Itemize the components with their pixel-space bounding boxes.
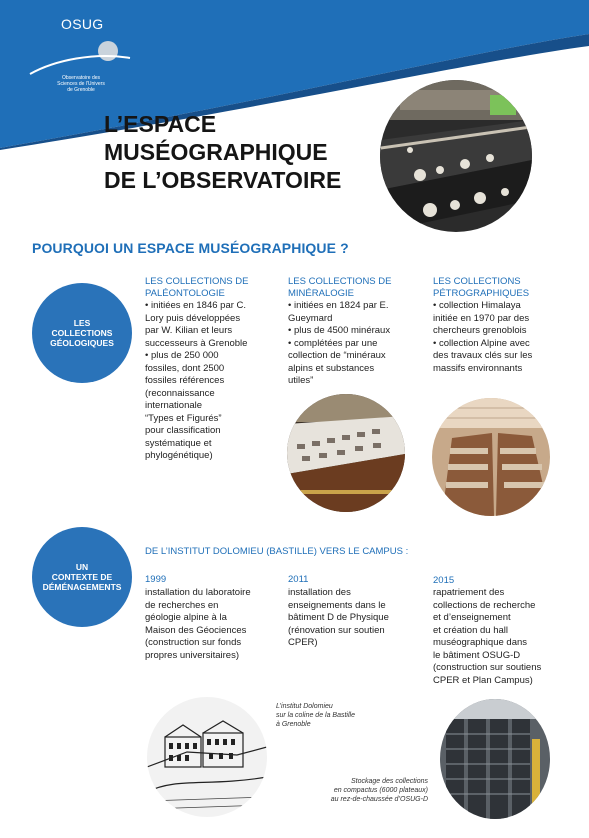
section-heading-why: POURQUOI UN ESPACE MUSÉOGRAPHIQUE ? <box>32 240 349 256</box>
logo-subtitle: Observatoire des Sciences de l'Univers de Grenoble <box>57 75 105 93</box>
timeline-year-2011: 2011 <box>288 574 309 585</box>
compactus-storage-photo <box>440 699 550 819</box>
section-heading-move: DE L’INSTITUT DOLOMIEU (BASTILLE) VERS LE CAMPUS : <box>145 546 409 557</box>
timeline-body-2015: rapatriement des collections de recherche et d’enseignement et création du hall muséographique dans le bâtiment OSUG-D (construction sur soutiens CPER et Plan Campus) <box>433 587 542 686</box>
timeline-year-2015: 2015 <box>433 575 455 586</box>
column-body-paleontology: • initiées en 1846 par C. Lory puis développées par W. Kilian et leurs successeurs à Grenoble • plus de 250 000 fossiles, dont 2500 fossiles références (reconnaissance internationale “Types et Figurés” pour classification systématique et phylogénétique) <box>145 300 248 461</box>
badge-relocation-context: UN CONTEXTE DE DÉMÉNAGEMENTS <box>32 527 132 627</box>
caption-storage: Stockage des collections en compactus (6000 plateaux) au rez-de-chaussée d’OSUG-D <box>330 778 428 803</box>
caption-dolomieu: L’institut Dolomieu sur la coline de la Bastille à Grenoble <box>276 703 355 728</box>
column-title-paleontology: LES COLLECTIONS DE PALÉONTOLOGIE <box>145 276 249 299</box>
timeline-body-2011: installation des enseignements dans le bâtiment D de Physique (rénovation sur soutien CPER) <box>288 587 389 648</box>
column-body-mineralogy: • initiées en 1824 par E. Gueymard • plus de 4500 minéraux • complétées par une collection de “minéraux alpins et substances utiles” <box>288 300 391 386</box>
badge-geological-collections: LES COLLECTIONS GÉOLOGIQUES <box>32 283 132 383</box>
column-body-petrography: • collection Himalaya initiée en 1970 par des chercheurs grenoblois • collection Alpine avec des travaux clés sur les massifs environnants <box>433 300 533 374</box>
column-title-mineralogy: LES COLLECTIONS DE MINÉRALOGIE <box>288 276 392 299</box>
timeline-year-1999: 1999 <box>145 574 167 585</box>
petrography-collection-photo <box>432 398 550 516</box>
column-title-petrography: LES COLLECTIONS PÉTROGRAPHIQUES <box>433 276 530 299</box>
museum-display-photo <box>380 80 532 232</box>
dolomieu-institute-sketch <box>147 697 267 817</box>
mineralogy-collection-photo <box>287 394 405 512</box>
logo-text: OSUG <box>61 16 104 32</box>
page-title: L’ESPACE MUSÉOGRAPHIQUE DE L’OBSERVATOIRE <box>104 111 342 193</box>
logo-moon-icon <box>98 41 118 61</box>
timeline-body-1999: installation du laboratoire de recherches en géologie alpine à la Maison des Géociences (construction sur fonds propres universitaires) <box>145 587 251 661</box>
